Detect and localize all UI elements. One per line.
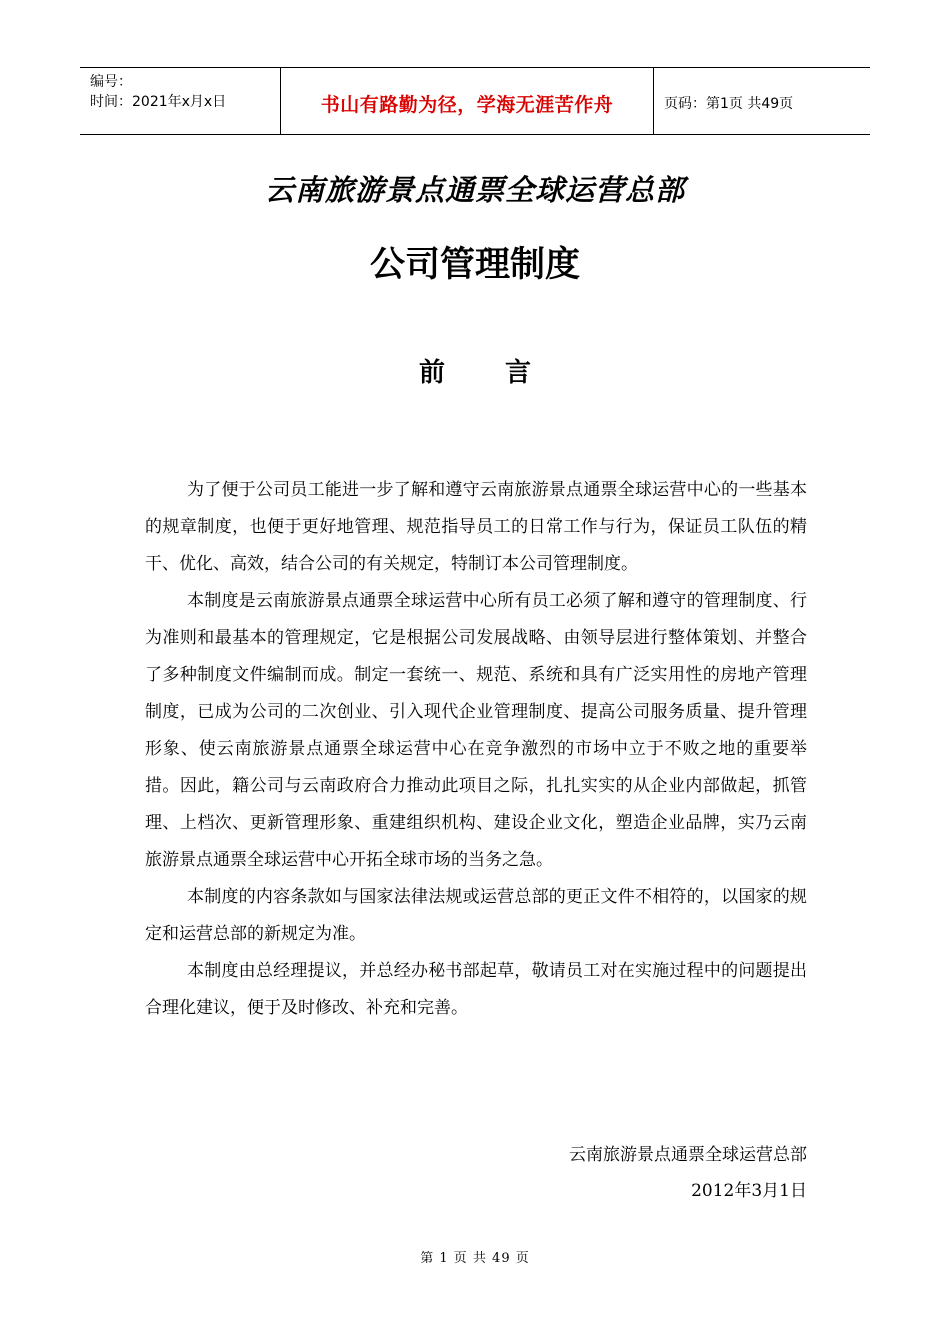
preface-body: [145, 472, 807, 1027]
preface-paragraph-4: 本制度由总经理提议，并总经办秘书部起草，敬请员工对在实施过程中的问题提出合理化建议，便于及时修改、补充和完善。: [145, 961, 807, 1018]
header-page-info: 页码：第1页 共49页: [664, 96, 794, 112]
preface-paragraph-3: 本制度的内容条款如与国家法律法规或运营总部的更正文件不相符的，以国家的规定和运营总部的新规定为准。: [145, 887, 807, 944]
preface-heading: 前言: [418, 358, 591, 388]
signature-date: 2012年3月1日: [691, 1181, 807, 1201]
header-number-label: 编号：: [90, 74, 132, 90]
document-title: 云南旅游景点通票全球运营总部: [264, 173, 685, 207]
preface-paragraph-2: 本制度是云南旅游景点通票全球运营中心所有员工必须了解和遵守的管理制度、行为准则和最基本的管理规定，它是根据公司发展战略、由领导层进行整体策划、并整合了多种制度文件编制而成。制定一套统一、规范、系统和具有广泛实用性的房地产管理制度，已成为公司的二次创业、引入现代企业管理制度、提高公司服务质量、提升管理形象、使云南旅游景点通票全球运营中心在竞争激烈的市场中立于不败之地的重要举措。因此，籍公司与云南政府合力推动此项目之际，扎扎实实的从企业内部做起，抓管理、上档次、更新管理形象、重建组织机构、建设企业文化，塑造企业品牌，实乃云南旅游景点通票全球运营中心开拓全球市场的当务之急。: [145, 591, 807, 870]
header-meta-cell: [80, 68, 280, 134]
page-footer: 第 1 页 共 49 页: [420, 1251, 530, 1266]
header-table: [80, 67, 870, 135]
document-subtitle: 公司管理制度: [369, 245, 580, 285]
header-time-label: 时间：2021年x月x日: [90, 94, 227, 110]
header-motto: 书山有路勤为径，学海无涯苦作舟: [280, 68, 654, 134]
signature-organization: 云南旅游景点通票全球运营总部: [569, 1145, 807, 1165]
preface-paragraph-1: 为了便于公司员工能进一步了解和遵守云南旅游景点通票全球运营中心的一些基本的规章制度，也便于更好地管理、规范指导员工的日常工作与行为，保证员工队伍的精干、优化、高效，结合公司的有关规定，特制订本公司管理制度。: [145, 480, 807, 574]
